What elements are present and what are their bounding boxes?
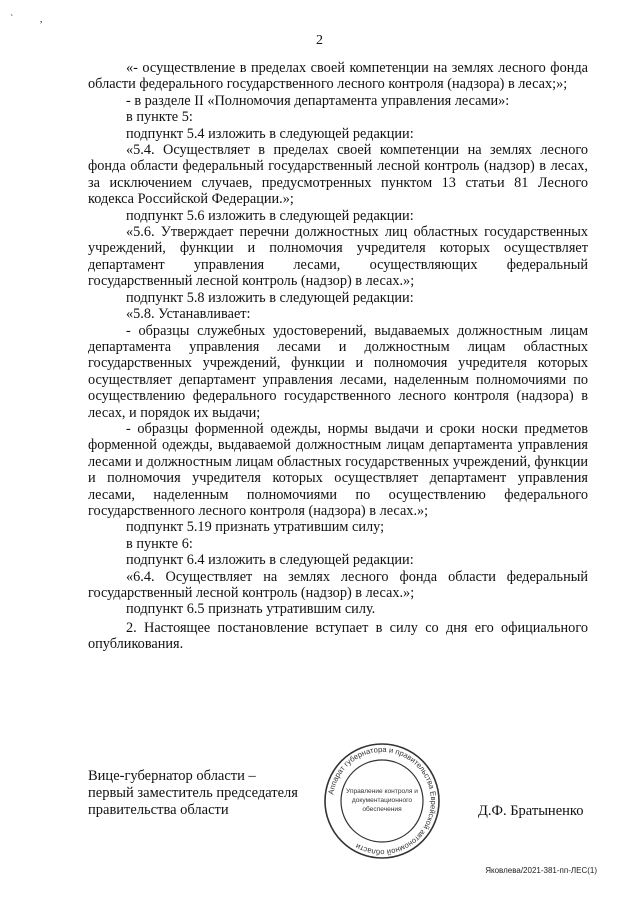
page-number: 2	[316, 33, 323, 48]
paragraph: подпункт 6.5 признать утратившим силу.	[126, 601, 376, 618]
paragraph: подпункт 5.19 признать утратившим силу;	[126, 519, 385, 536]
paragraph: «6.4. Осуществляет на землях лесного фонда области федеральный государственный лесной контроль (надзор) в лесах.»;	[88, 568, 588, 601]
paragraph: - образцы форменной одежды, нормы выдачи и сроки носки предметов форменной одежды, выдаваемой должностным лицам департамента управления лесами и должностным лицам областных государственных учреждений, функции и полномочия учредителя которых осуществляет департамент управления лесами, наделенным полномочиями по осуществлению федерального государственного лесного контроля (надзора) в лесах.»;	[88, 420, 588, 519]
document-body	[88, 60, 588, 653]
stamp-ring-text: Аппарат губернатора и правительства Еврейской автономной области	[326, 744, 439, 858]
stamp-inner-line: обеспечения	[362, 806, 402, 813]
signatory-title	[88, 768, 298, 819]
document-id: Яковлева/2021-381-пп-ЛЕС(1)	[485, 866, 597, 875]
stamp-inner-line: документационного	[351, 797, 413, 804]
paragraph: «5.6. Утверждает перечни должностных лиц областных государственных учреждений, функции и полномочия учредителя которых осуществляет департамент управления лесами, осуществляющих федеральный государственный лесной контроль (надзор) в лесах.»;	[88, 224, 588, 290]
signatory-title-line: первый заместитель председателя	[88, 785, 298, 801]
paragraph: подпункт 5.6 изложить в следующей редакции:	[126, 207, 414, 224]
stamp-inner-line: Управление контроля и	[346, 788, 418, 795]
official-stamp	[322, 741, 442, 861]
paragraph: - в разделе II «Полномочия департамента управления лесами»:	[126, 92, 510, 109]
signatory-title-line: правительства области	[88, 802, 229, 818]
paragraph: подпункт 5.4 изложить в следующей редакции:	[126, 125, 414, 142]
signatory-name: Д.Ф. Братыненко	[478, 803, 584, 819]
paragraph: «5.4. Осуществляет в пределах своей компетенции на землях лесного фонда области федеральный государственный лесной контроль (надзор) в лесах, за исключением случаев, предусмотренных пунктом 13 статьи 81 Лесного кодекса Российской Федерации.»;	[88, 142, 588, 208]
paragraph: «5.8. Устанавливает:	[126, 306, 251, 323]
paragraph: - образцы служебных удостоверений, выдаваемых должностным лицам департамента управления лесами и должностным лицам областных государственных учреждений, функции и полномочия учредителя которых осуществляет департамент управления лесами, наделенным полномочиями по осуществлению федерального государственного лесного контроля (надзора) в лесах, и порядок их выдачи;	[88, 322, 588, 421]
paragraph: подпункт 6.4 изложить в следующей редакции:	[126, 552, 414, 569]
paragraph: в пункте 5:	[126, 109, 193, 126]
paragraph: в пункте 6:	[126, 535, 193, 552]
paragraph: 2. Настоящее постановление вступает в силу со дня его официального опубликования.	[88, 619, 588, 653]
paragraph: «- осуществление в пределах своей компетенции на землях лесного фонда области федерального государственного лесного контроля (надзора) в лесах;»;	[88, 60, 588, 93]
scan-specks: ` ,	[10, 14, 55, 25]
paragraph: подпункт 5.8 изложить в следующей редакции:	[126, 289, 414, 306]
signatory-title-line: Вице-губернатор области –	[88, 768, 256, 784]
